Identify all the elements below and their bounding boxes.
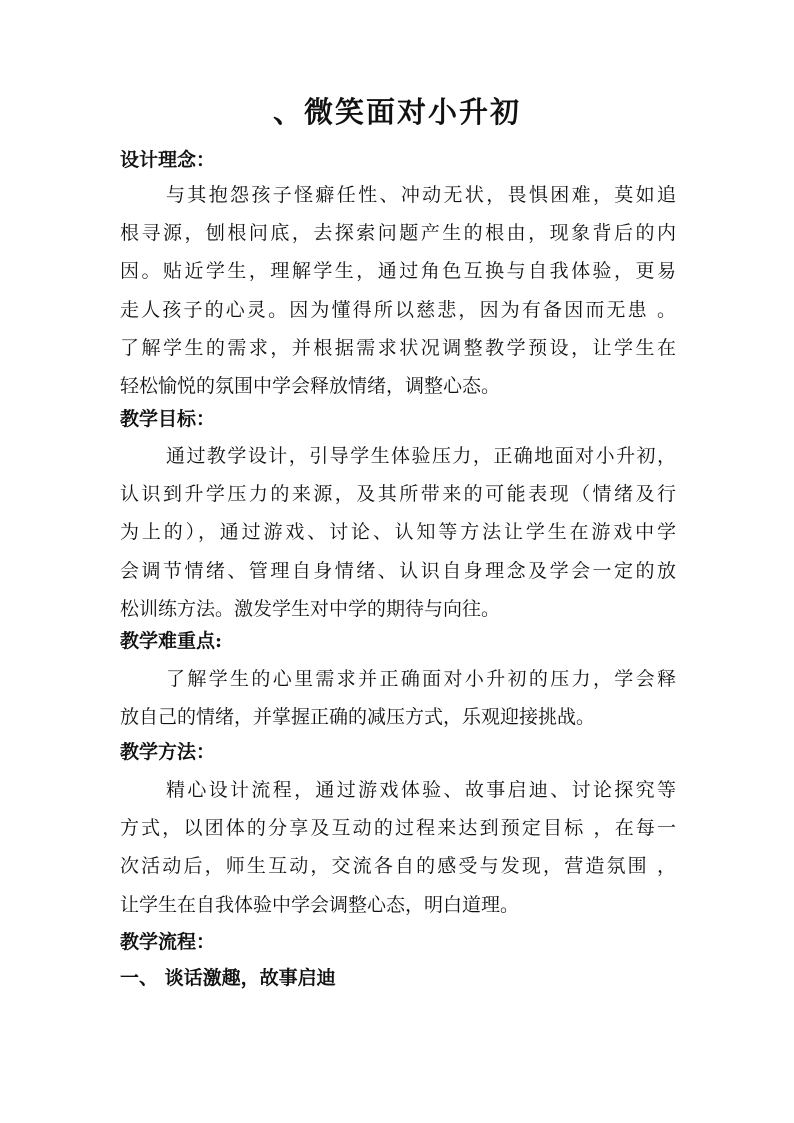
paragraph-line: 精心设计流程，通过游戏体验、故事启迪、讨论探究等 bbox=[166, 779, 676, 801]
paragraph-line: 会调节情绪、管理自身情绪、认识自身理念及学会一定的放 bbox=[120, 559, 676, 582]
paragraph-line: 让学生在自我体验中学会调整心态，明白道理。 bbox=[120, 893, 520, 916]
section-heading-step-one: 一、 谈话激趣，故事启迪 bbox=[120, 967, 336, 989]
paragraph-line: 认识到升学压力的来源，及其所带来的可能表现（情绪及行 bbox=[120, 483, 676, 506]
section-heading-design-concept: 设计理念： bbox=[120, 149, 216, 171]
paragraph-line: 了解学生的心里需求并正确面对小升初的压力，学会释 bbox=[166, 668, 676, 690]
section-heading-teaching-process: 教学流程： bbox=[120, 931, 216, 953]
paragraph-line: 根寻源，刨根问底，去探索问题产生的根由，现象背后的内 bbox=[120, 222, 676, 245]
paragraph-line: 走人孩子的心灵。因为懂得所以慈悲，因为有备因而无患 。 bbox=[120, 298, 676, 321]
paragraph-line: 与其抱怨孩子怪癖任性、冲动无状，畏惧困难，莫如追 bbox=[166, 184, 676, 206]
paragraph-line: 轻松愉悦的氛围中学会释放情绪，调整心态。 bbox=[120, 375, 501, 398]
paragraph-line: 了解学生的需求，并根据需求状况调整教学预设，让学生在 bbox=[120, 336, 676, 359]
paragraph-line: 为上的），通过游戏、讨论、认知等方法让学生在游戏中学 bbox=[120, 521, 676, 544]
section-heading-teaching-goals: 教学目标： bbox=[120, 408, 216, 430]
paragraph-line: 方式，以团体的分享及互动的过程来达到预定目标 ，在每一 bbox=[120, 817, 676, 840]
paragraph-line: 因。贴近学生，理解学生，通过角色互换与自我体验，更易 bbox=[120, 260, 676, 283]
section-heading-key-points: 教学难重点: bbox=[120, 630, 223, 652]
paragraph-line: 松训练方法。激发学生对中学的期待与向往。 bbox=[120, 597, 501, 620]
section-body-teaching-goals bbox=[120, 437, 676, 628]
section-body-key-points bbox=[120, 660, 676, 736]
page-title: 、微笑面对小升初 bbox=[272, 95, 521, 129]
paragraph-line: 通过教学设计，引导学生体验压力，正确地面对小升初， bbox=[166, 445, 676, 467]
section-body-design-concept bbox=[120, 176, 676, 405]
section-heading-teaching-methods: 教学方法： bbox=[120, 741, 216, 763]
section-body-teaching-methods bbox=[120, 771, 676, 924]
paragraph-line: 放自己的情绪，并掌握正确的减压方式，乐观迎接挑战。 bbox=[120, 706, 596, 729]
paragraph-line: 次活动后，师生互动，交流各自的感受与发现，营造氛围 ， bbox=[120, 855, 676, 878]
